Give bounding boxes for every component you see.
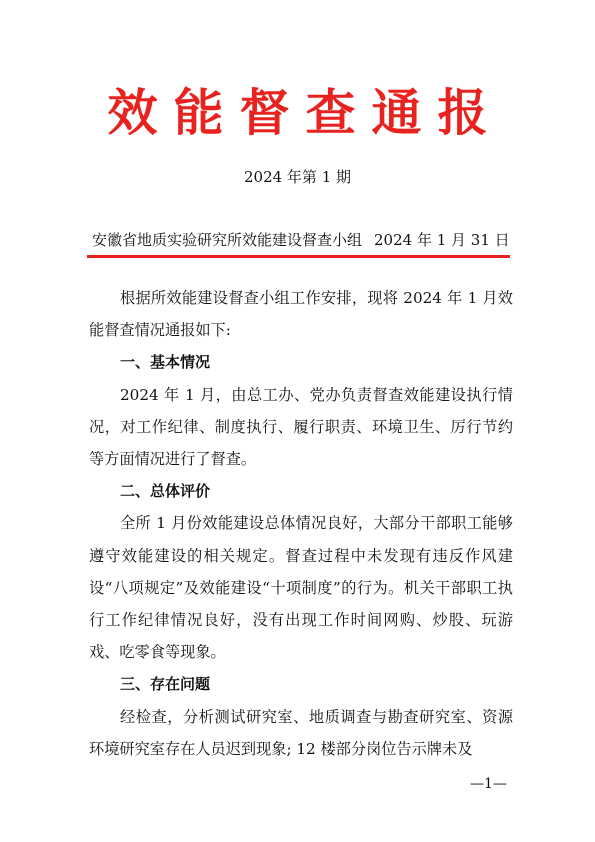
intro-paragraph: 根据所效能建设督查小组工作安排，现将 2024 年 1 月效能督查情况通报如下: xyxy=(89,289,513,340)
section-heading-evaluation: 二、总体评价 xyxy=(120,482,211,501)
page-number: —1— xyxy=(470,776,507,792)
issue-date: 2024 年 1 月 31 日 xyxy=(374,231,510,249)
issuer-name: 安徽省地质实验研究所效能建设督查小组 xyxy=(92,231,363,249)
document-body xyxy=(89,282,513,765)
issuer-dateline xyxy=(92,229,512,251)
section-text-basic: 2024 年 1 月，由总工办、党办负责督查效能建设执行情况，对工作纪律、制度执行、履行职责、环境卫生、厉行节约等方面情况进行了督查。 xyxy=(89,385,513,469)
issue-number: 2024 年第 1 期 xyxy=(243,168,352,186)
section-text-evaluation: 全所 1 月份效能建设总体情况良好，大部分干部职工能够遵守效能建设的相关规定。督查过程中未发现有违反作风建设“八项规定”及效能建设“十项制度”的行为。机关干部职工执行工作纪律情况良好，没有出现工作时间网购、炒股、玩游戏、吃零食等现象。 xyxy=(89,514,513,662)
document-title: 效能督查通报 xyxy=(107,83,504,142)
section-heading-issues: 三、存在问题 xyxy=(120,675,211,694)
red-divider-line xyxy=(87,255,510,258)
section-text-issues: 经检查，分析测试研究室、地质调查与勘查研究室、资源环境研究室存在人员迟到现象; 12 楼部分岗位告示牌未及 xyxy=(89,707,513,758)
section-heading-basic: 一、基本情况 xyxy=(120,353,211,372)
